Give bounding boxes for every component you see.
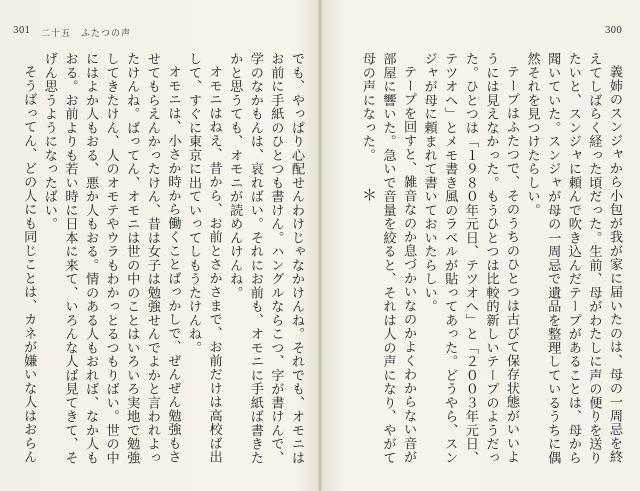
right-page-number: 300 [604,26,622,36]
section-break-mark: ＊ [362,186,378,204]
left-paragraph-1: でも、やっぱり心配せんわけじゃなかけんね。それでも、オモニはお前に手紙のひとつも書けん。ハングルならこつ、字が書けんで、学のなかもんは、哀ればい。それにお前も、オモニに手紙ば書きたかと思うても、オモニが読めんけんね。 [227,52,304,465]
left-running-title: 二十五 ふたつの声 [41,29,132,39]
right-paragraph-1: 義姉のスンジャから小包が我が家に届いたのは、母の一周忌を終えてしばらく経った頃だった。生前、母がわたしに声の便りを送りたいと、スンジャに頼んで吹き込んだテープがあることは、母から聞いていた。スンジャが母の一周忌で遺品を整理しているうちに偶然それを見つけたらしい。 [524,52,622,465]
left-paragraph-2: オモニはねえ、昔から、お前とさかさまで、お前だけは高校ば出して、すぐに東京に出ていってしもうたけんね。 [186,52,222,464]
left-paragraph-4: そうばってん、どの人にも同じことは、カネが嫌いな人はおらん [21,65,37,464]
right-page-body [352,52,624,476]
left-paragraph-3: オモニは、小さか時から働くことばっかしで、ぜんぜん勉強もさせてもらえんかったけん、昔は女子は勉強せんでよかと言われよったけんね。ばってん、オモニは世の中のことはいろいろ実地で勉強してきたけん、人のオモテやウラもわかっとるつもりばい。世の中にはよか人もおる、悪か人もおる。情のある人もおれば、なか人もおる。お前よりも若い時に日本に来て、いろんな人ば見てきて、そげん思うようになったばい。 [41,52,181,465]
book-gutter [318,0,322,491]
left-page-number: 301 [13,26,31,36]
right-paragraph-3: テープを回すと、雑音なのか息づかいなのかよくわからない音が部屋に響いた。急いで音量を絞ると、それは人の声になり、やがて母の声になった。 [359,52,417,465]
left-page-body [20,52,306,476]
right-paragraph-2: テープはふたつで、そのうちのひとつは古びて保存状態がいいようには見えなかった。もうひとつは比較的新しいテープのようだった。ひとつは「１９８０年元日、テツオへ」と「２００３年元日、テツオへ」とメモ書き風のラベルが貼ってあった。どうやら、スンジャが母に頼まれて書いておいたらしい。 [421,52,520,465]
